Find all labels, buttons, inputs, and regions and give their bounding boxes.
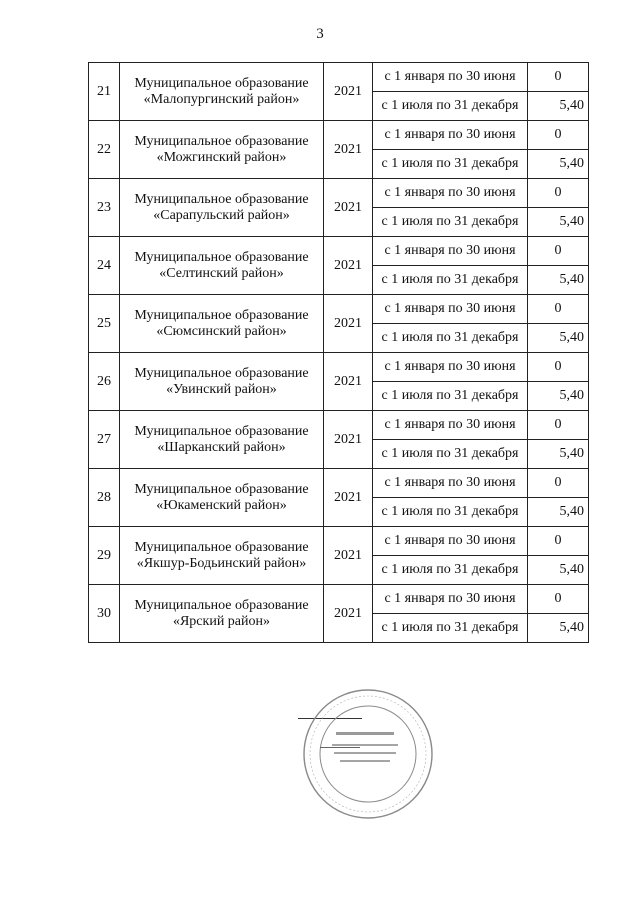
period-second-half: с 1 июля по 31 декабря [373, 324, 528, 353]
rate-value-first-half: 0 [528, 295, 589, 324]
table-row [89, 353, 589, 382]
year-cell: 2021 [324, 295, 373, 353]
rate-value-second-half: 5,40 [528, 382, 589, 411]
period-first-half: с 1 января по 30 июня [373, 585, 528, 614]
municipality-name-line2: «Юкаменский район» [156, 497, 287, 513]
row-number: 26 [89, 353, 120, 411]
municipality-name-line2: «Малопургинский район» [143, 91, 300, 107]
period-first-half: с 1 января по 30 июня [373, 63, 528, 92]
rate-value-second-half: 5,40 [528, 92, 589, 121]
seal-stamp-icon [298, 684, 438, 824]
municipality-name-line1: Муниципальное образование [134, 539, 309, 555]
table-row [89, 527, 589, 556]
rate-value-first-half: 0 [528, 353, 589, 382]
table-row [89, 585, 589, 614]
municipality-name-line2: «Шарканский район» [157, 439, 286, 455]
rate-value-first-half: 0 [528, 411, 589, 440]
municipality-name-line2: «Сарапульский район» [153, 207, 290, 223]
period-second-half: с 1 июля по 31 декабря [373, 150, 528, 179]
row-number: 29 [89, 527, 120, 585]
municipality-name-line2: «Селтинский район» [159, 265, 284, 281]
rate-value-first-half: 0 [528, 237, 589, 266]
rate-value-second-half: 5,40 [528, 440, 589, 469]
rate-value-first-half: 0 [528, 585, 589, 614]
rate-value-second-half: 5,40 [528, 266, 589, 295]
row-number: 23 [89, 179, 120, 237]
municipality-name-line1: Муниципальное образование [134, 133, 309, 149]
municipality-name-line1: Муниципальное образование [134, 249, 309, 265]
municipality-name [120, 237, 324, 295]
row-number: 27 [89, 411, 120, 469]
period-first-half: с 1 января по 30 июня [373, 527, 528, 556]
period-first-half: с 1 января по 30 июня [373, 353, 528, 382]
municipality-name [120, 295, 324, 353]
row-number: 24 [89, 237, 120, 295]
rates-table [88, 62, 589, 643]
municipality-name-line1: Муниципальное образование [134, 597, 309, 613]
year-cell: 2021 [324, 63, 373, 121]
table-row [89, 469, 589, 498]
period-second-half: с 1 июля по 31 декабря [373, 92, 528, 121]
period-second-half: с 1 июля по 31 декабря [373, 266, 528, 295]
table-row [89, 295, 589, 324]
rate-value-second-half: 5,40 [528, 614, 589, 643]
municipality-name-line2: «Увинский район» [166, 381, 277, 397]
municipality-name-line1: Муниципальное образование [134, 423, 309, 439]
table-row [89, 179, 589, 208]
period-first-half: с 1 января по 30 июня [373, 237, 528, 266]
year-cell: 2021 [324, 585, 373, 643]
rate-value-first-half: 0 [528, 63, 589, 92]
table-row [89, 411, 589, 440]
year-cell: 2021 [324, 121, 373, 179]
municipality-name-line1: Муниципальное образование [134, 481, 309, 497]
year-cell: 2021 [324, 179, 373, 237]
year-cell: 2021 [324, 411, 373, 469]
period-first-half: с 1 января по 30 июня [373, 179, 528, 208]
municipality-name-line1: Муниципальное образование [134, 365, 309, 381]
year-cell: 2021 [324, 237, 373, 295]
row-number: 25 [89, 295, 120, 353]
table-row [89, 63, 589, 92]
municipality-name [120, 527, 324, 585]
municipality-name [120, 411, 324, 469]
municipality-name-line2: «Можгинский район» [156, 149, 287, 165]
municipality-name-line2: «Якшур-Бодьинский район» [136, 555, 307, 571]
municipality-name-line2: «Ярский район» [172, 613, 271, 629]
period-first-half: с 1 января по 30 июня [373, 295, 528, 324]
row-number: 21 [89, 63, 120, 121]
rate-value-second-half: 5,40 [528, 208, 589, 237]
rates-table-body [89, 63, 589, 643]
period-second-half: с 1 июля по 31 декабря [373, 556, 528, 585]
period-first-half: с 1 января по 30 июня [373, 121, 528, 150]
row-number: 30 [89, 585, 120, 643]
municipality-name [120, 585, 324, 643]
municipality-name [120, 63, 324, 121]
year-cell: 2021 [324, 353, 373, 411]
period-second-half: с 1 июля по 31 декабря [373, 614, 528, 643]
year-cell: 2021 [324, 469, 373, 527]
rate-value-second-half: 5,40 [528, 150, 589, 179]
table-row [89, 237, 589, 266]
municipality-name-line1: Муниципальное образование [134, 307, 309, 323]
year-cell: 2021 [324, 527, 373, 585]
page-number: 3 [316, 26, 324, 42]
period-first-half: с 1 января по 30 июня [373, 469, 528, 498]
municipality-name [120, 121, 324, 179]
rate-value-first-half: 0 [528, 179, 589, 208]
period-first-half: с 1 января по 30 июня [373, 411, 528, 440]
row-number: 22 [89, 121, 120, 179]
rate-value-first-half: 0 [528, 469, 589, 498]
rate-value-second-half: 5,40 [528, 498, 589, 527]
period-second-half: с 1 июля по 31 декабря [373, 440, 528, 469]
municipality-name [120, 469, 324, 527]
row-number: 28 [89, 469, 120, 527]
period-second-half: с 1 июля по 31 декабря [373, 498, 528, 527]
table-row [89, 121, 589, 150]
municipality-name-line1: Муниципальное образование [134, 191, 309, 207]
rate-value-first-half: 0 [528, 121, 589, 150]
rate-value-first-half: 0 [528, 527, 589, 556]
period-second-half: с 1 июля по 31 декабря [373, 382, 528, 411]
rate-value-second-half: 5,40 [528, 556, 589, 585]
municipality-name [120, 353, 324, 411]
municipality-name [120, 179, 324, 237]
rate-value-second-half: 5,40 [528, 324, 589, 353]
municipality-name-line1: Муниципальное образование [134, 75, 309, 91]
municipality-name-line2: «Сюмсинский район» [156, 323, 287, 339]
period-second-half: с 1 июля по 31 декабря [373, 208, 528, 237]
